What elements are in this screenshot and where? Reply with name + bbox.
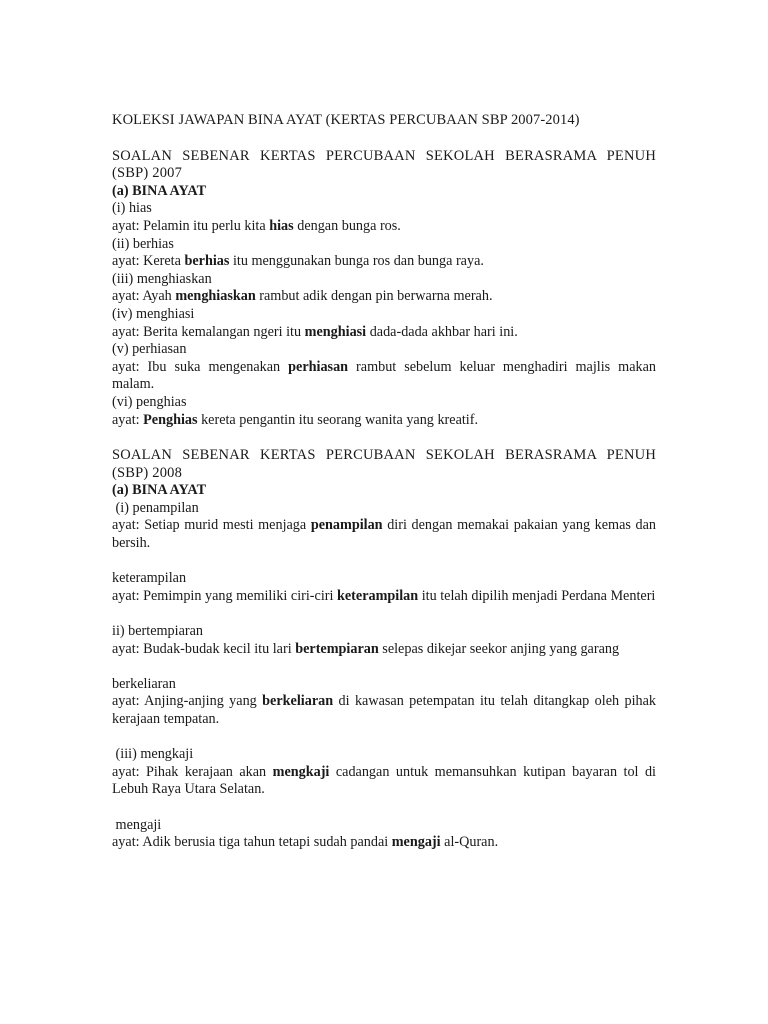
document-page xyxy=(112,112,656,870)
entry-sentence: ayat: Budak-budak kecil itu lari bertempiaran selepas dikejar seekor anjing yang garang xyxy=(112,640,620,657)
entry-sentence: ayat: Pelamin itu perlu kita hias dengan bunga ros. xyxy=(112,217,401,234)
highlighted-word: mengkaji xyxy=(272,763,330,780)
highlighted-word: penampilan xyxy=(310,517,383,534)
entry-sentence: ayat: Berita kemalangan ngeri itu menghiasi dada-dada akhbar hari ini. xyxy=(112,323,518,340)
entry-word: ii) bertempiaran xyxy=(112,623,203,640)
section-sbp-2008 xyxy=(112,447,656,852)
section-subheading: (a) BINA AYAT xyxy=(112,182,207,199)
highlighted-word: Penghias xyxy=(143,411,198,428)
document-title: KOLEKSI JAWAPAN BINA AYAT (KERTAS PERCUBAAN SBP 2007-2014) xyxy=(112,112,580,128)
highlighted-word: hias xyxy=(269,217,294,234)
entry-word: (iii) menghiaskan xyxy=(112,270,212,287)
entry-sentence: ayat: Ibu suka mengenakan perhiasan rambut sebelum keluar menghadiri majlis makan malam. xyxy=(112,358,657,393)
entry-word: (iii) mengkaji xyxy=(112,746,194,763)
entry-sentence: ayat: Adik berusia tiga tahun tetapi sudah pandai mengaji al-Quran. xyxy=(112,834,499,851)
entry-word: (ii) berhias xyxy=(112,235,174,252)
entry-sentence: ayat: Kereta berhias itu menggunakan bunga ros dan bunga raya. xyxy=(112,253,484,270)
entry-word: mengaji xyxy=(112,816,162,833)
highlighted-word: bertempiaran xyxy=(295,640,379,657)
section-subheading: (a) BINA AYAT xyxy=(112,482,207,499)
entry-word: (v) perhiasan xyxy=(112,341,187,358)
highlighted-word: berkeliaran xyxy=(262,693,334,710)
highlighted-word: mengaji xyxy=(391,834,441,851)
entry-word: (vi) penghias xyxy=(112,393,187,410)
highlighted-word: berhias xyxy=(184,253,230,270)
entry-sentence: ayat: Pemimpin yang memiliki ciri-ciri keterampilan itu telah dipilih menjadi Perdana Menteri xyxy=(112,587,656,604)
highlighted-word: menghiasi xyxy=(304,323,367,340)
entry-word: berkeliaran xyxy=(112,675,176,692)
entry-word: (i) penampilan xyxy=(112,499,199,516)
highlighted-word: menghiaskan xyxy=(175,288,256,305)
highlighted-word: keterampilan xyxy=(336,587,419,604)
highlighted-word: perhiasan xyxy=(288,358,349,375)
entry-sentence: ayat: Pihak kerajaan akan mengkaji cadangan untuk memansuhkan kutipan bayaran tol di Lebuh Raya Utara Selatan. xyxy=(112,763,656,798)
section-heading: SOALAN SEBENAR KERTAS PERCUBAAN SEKOLAH BERASRAMA PENUH (SBP) 2008 xyxy=(112,447,656,481)
section-sbp-2007 xyxy=(112,148,656,430)
entry-sentence: ayat: Anjing-anjing yang berkeliaran di kawasan petempatan itu telah ditangkap oleh pihak kerajaan tempatan. xyxy=(112,693,657,727)
section-heading: SOALAN SEBENAR KERTAS PERCUBAAN SEKOLAH BERASRAMA PENUH (SBP) 2007 xyxy=(112,147,656,182)
entry-sentence: ayat: Setiap murid mesti menjaga penampilan diri dengan memakai pakaian yang kemas dan bersih. xyxy=(112,517,657,552)
entry-word: (iv) menghiasi xyxy=(112,305,195,322)
entry-sentence: ayat: Ayah menghiaskan rambut adik dengan pin berwarna merah. xyxy=(112,288,493,305)
entry-word: keterampilan xyxy=(112,570,187,587)
entry-sentence: ayat: Penghias kereta pengantin itu seorang wanita yang kreatif. xyxy=(112,411,479,428)
entry-word: (i) hias xyxy=(112,200,152,217)
